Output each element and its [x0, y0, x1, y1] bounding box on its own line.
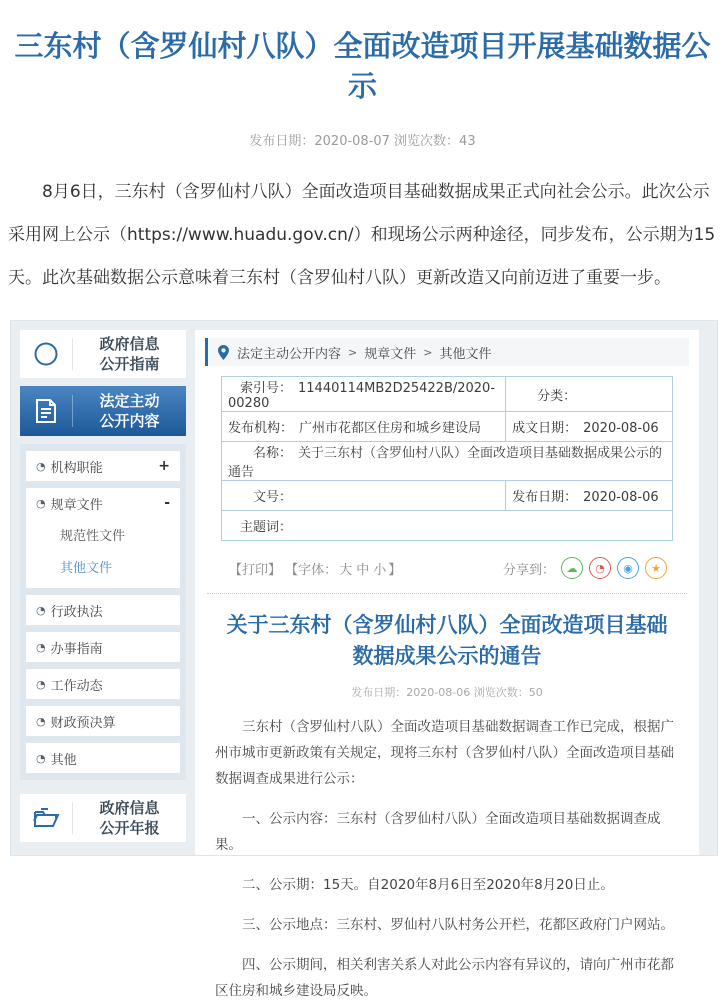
- bullet-icon: ◔: [36, 496, 46, 510]
- sidebar-item-others[interactable]: ◔ 其他: [26, 743, 180, 773]
- notice-paragraph: 一、公示内容：三东村（含罗仙村八队）全面改造项目基础数据调查成果。: [215, 811, 661, 853]
- bullet-icon: ◔: [36, 603, 46, 617]
- agency-label: 发布机构：: [228, 421, 294, 436]
- embedded-gov-screenshot: [10, 320, 718, 999]
- sidebar-item-other-files[interactable]: 其他文件: [60, 560, 113, 576]
- font-size-medium-button[interactable]: 中: [356, 562, 370, 578]
- pub-date-value: 2020-08-06: [583, 490, 659, 505]
- written-date-value: 2020-08-06: [583, 421, 659, 436]
- sidebar-item-mandatory-disclosure-label: 法定主动 公开内容: [99, 392, 160, 430]
- sidebar-item-org-functions[interactable]: ◔ 机构职能 +: [26, 451, 180, 481]
- sidebar-group-regulations: [26, 488, 180, 588]
- plus-icon[interactable]: +: [158, 458, 170, 474]
- main-content: [195, 330, 699, 999]
- sidebar-item-budget[interactable]: ◔ 财政预决算: [26, 706, 180, 736]
- breadcrumb-link-mandatory[interactable]: 法定主动公开内容: [237, 346, 342, 362]
- page-title: 三东村（含罗仙村八队）全面改造项目开展基础数据公示: [14, 29, 711, 103]
- sidebar-item-annual-report[interactable]: [20, 794, 186, 842]
- article-intro: 8月6日，三东村（含罗仙村八队）全面改造项目基础数据成果正式向社会公示。此次公示采用网上公示（https://www.huadu.gov.cn/）和现场公示两种途径，同步发布，公示期为15天。此次基础数据公示意味着三东村（含罗仙村八队）更新改造又向前迈进了重要一步。: [8, 182, 716, 288]
- font-size-label: 【字体：: [285, 562, 338, 578]
- font-size-large-button[interactable]: 大: [339, 562, 353, 578]
- sidebar-item-mandatory-disclosure[interactable]: [20, 386, 186, 436]
- bullet-icon: ◔: [36, 640, 46, 654]
- share-weibo-icon[interactable]: ◔: [589, 557, 611, 579]
- bullet-icon: ◔: [36, 677, 46, 691]
- notice-body: [215, 714, 677, 1004]
- document-icon: [20, 395, 73, 427]
- share-wechat-icon[interactable]: ☁: [561, 557, 583, 579]
- share-favorite-icon[interactable]: ★: [645, 557, 667, 579]
- breadcrumb-link-other-files[interactable]: 其他文件: [439, 346, 492, 362]
- notice-paragraph: 二、公示期：15天。自2020年8月6日至2020年8月20日止。: [242, 877, 614, 893]
- bullet-icon: ◔: [36, 714, 46, 728]
- pub-date-label: 发布日期：: [512, 490, 578, 505]
- location-pin-icon: [218, 345, 229, 360]
- sidebar-item-normative-files[interactable]: 规范性文件: [60, 528, 126, 544]
- sidebar-item-work-news[interactable]: ◔ 工作动态: [26, 669, 180, 699]
- sidebar-item-law-enforcement[interactable]: ◔ 行政执法: [26, 595, 180, 625]
- keywords-label: 主题词：: [239, 520, 292, 535]
- sidebar-item-guide-label: 政府信息 公开指南: [99, 335, 160, 373]
- sidebar-item-guide[interactable]: [20, 330, 186, 378]
- notice-paragraph: 四、公示期间，相关利害关系人对此公示内容有异议的，请向广州市花都区住房和城乡建设局反映。: [215, 957, 674, 999]
- bullet-icon: ◔: [36, 459, 46, 473]
- sidebar-item-regulation-files[interactable]: ◔ 规章文件 -: [26, 488, 180, 518]
- doc-info-table: [221, 376, 673, 541]
- share-qq-icon[interactable]: ◉: [617, 557, 639, 579]
- index-no-value: 11440114MB2D25422B/2020-00280: [228, 381, 496, 411]
- sidebar-item-service-guide[interactable]: ◔ 办事指南: [26, 632, 180, 662]
- print-button[interactable]: 【打印】: [229, 562, 282, 578]
- agency-value: 广州市花都区住房和城乡建设局: [299, 421, 482, 436]
- notice-paragraph: 三东村（含罗仙村八队）全面改造项目基础数据调查工作已完成，根据广州市城市更新政策有关规定，现将三东村（含罗仙村八队）全面改造项目基础数据调查成果进行公示：: [215, 719, 674, 787]
- doc-name-value: 关于三东村（含罗仙村八队）全面改造项目基础数据成果公示的通告: [228, 446, 663, 480]
- sidebar-item-annual-report-label: 政府信息 公开年报: [99, 799, 160, 837]
- table-row: [222, 481, 673, 511]
- doc-no-label: 文号：: [252, 490, 292, 505]
- article-meta: 发布日期：2020-08-07 浏览次数：43: [249, 134, 476, 149]
- compass-icon: [20, 338, 73, 370]
- font-size-small-button[interactable]: 小: [373, 562, 387, 578]
- folder-icon: [20, 802, 73, 834]
- breadcrumb: 法定主动公开内容 > 规章文件 > 其他文件: [205, 338, 689, 366]
- table-row: [222, 377, 673, 412]
- page-toolbar: 【打印】 【字体： 大 中 小 】 分享到： ☁ ◔ ◉ ★: [229, 557, 667, 579]
- doc-name-label: 名称：: [252, 446, 292, 461]
- minus-icon[interactable]: -: [164, 495, 170, 511]
- category-label: 分类：: [537, 388, 577, 404]
- notice-title: 关于三东村（含罗仙村八队）全面改造项目基础数据成果公示的通告: [226, 613, 668, 668]
- notice-paragraph: 三、公示地点：三东村、罗仙村八队村务公开栏，花都区政府门户网站。: [242, 917, 674, 933]
- table-row: [222, 511, 673, 541]
- notice-meta: 发布日期：2020-08-06 浏览次数：50: [351, 686, 543, 699]
- dotted-divider: [207, 593, 687, 594]
- share-label: 分享到：: [502, 562, 555, 578]
- sidebar: [20, 330, 186, 855]
- index-no-label: 索引号：: [239, 381, 292, 396]
- bullet-icon: ◔: [36, 751, 46, 765]
- written-date-label: 成文日期：: [512, 421, 578, 436]
- table-row: [222, 442, 673, 481]
- breadcrumb-link-regulations[interactable]: 规章文件: [364, 346, 417, 362]
- table-row: [222, 412, 673, 442]
- sidebar-menu: [20, 444, 186, 780]
